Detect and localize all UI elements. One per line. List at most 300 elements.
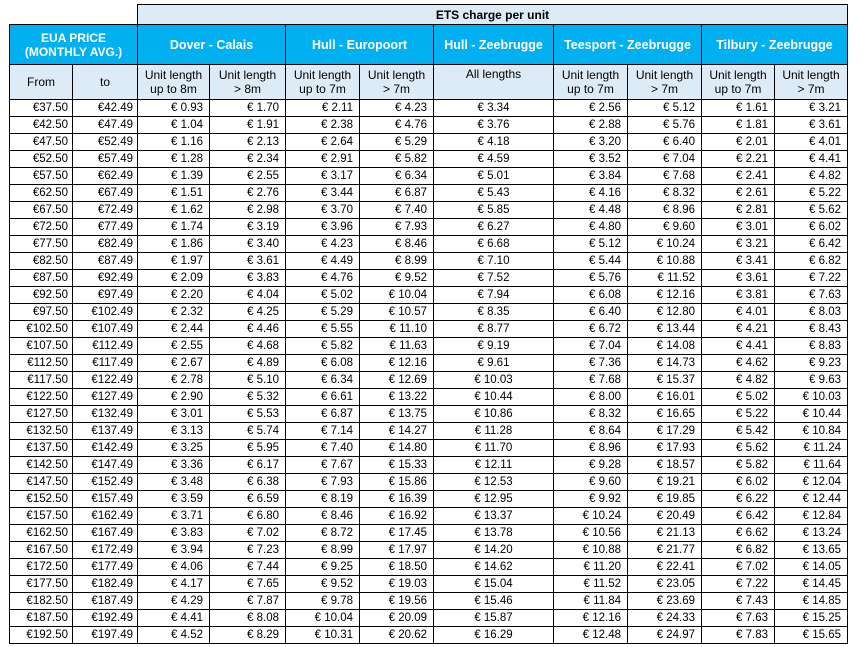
cell-tz-short: € 10.88	[554, 542, 628, 559]
cell-tz-long: € 24.33	[628, 610, 702, 627]
cell-he-short: € 6.61	[286, 389, 360, 406]
cell-he-long: € 7.93	[360, 219, 434, 236]
cell-dc-long: € 3.19	[210, 219, 286, 236]
cell-tz-short: € 10.24	[554, 508, 628, 525]
table-row	[10, 474, 848, 491]
cell-hz-all: € 15.87	[434, 610, 554, 627]
from-header: From	[10, 65, 73, 100]
cell-ti-short: € 7.02	[702, 559, 775, 576]
cell-to: €127.49	[73, 389, 138, 406]
cell-he-long: € 11.63	[360, 338, 434, 355]
cell-to: €97.49	[73, 287, 138, 304]
cell-he-short: € 10.04	[286, 610, 360, 627]
cell-he-short: € 2.38	[286, 117, 360, 134]
ti-long-line-1: Unit length	[782, 68, 840, 82]
route-teesport-zeebrugge: Teesport - Zeebrugge	[554, 25, 702, 65]
cell-ti-short: € 4.01	[702, 304, 775, 321]
dc-long-line-2: > 8m	[233, 82, 261, 96]
cell-he-long: € 12.69	[360, 372, 434, 389]
cell-hz-all: € 5.43	[434, 185, 554, 202]
cell-tz-long: € 24.97	[628, 627, 702, 644]
tz-short-line-1: Unit length	[561, 68, 620, 82]
cell-to: €172.49	[73, 542, 138, 559]
cell-dc-short: € 1.62	[138, 202, 210, 219]
table-row	[10, 287, 848, 304]
cell-to: €187.49	[73, 593, 138, 610]
cell-dc-long: € 8.29	[210, 627, 286, 644]
cell-ti-long: € 13.65	[775, 542, 848, 559]
cell-dc-short: € 4.17	[138, 576, 210, 593]
cell-from: €152.50	[10, 491, 73, 508]
cell-dc-short: € 4.29	[138, 593, 210, 610]
cell-to: €47.49	[73, 117, 138, 134]
cell-hz-all: € 12.11	[434, 457, 554, 474]
cell-hz-all: € 16.29	[434, 627, 554, 644]
cell-dc-long: € 4.89	[210, 355, 286, 372]
cell-tz-long: € 5.12	[628, 100, 702, 117]
cell-dc-long: € 4.04	[210, 287, 286, 304]
cell-dc-long: € 3.61	[210, 253, 286, 270]
ti-short-line-1: Unit length	[709, 68, 767, 82]
ti-long-line-2: > 7m	[797, 82, 825, 96]
cell-hz-all: € 11.28	[434, 423, 554, 440]
cell-ti-short: € 3.21	[702, 236, 775, 253]
cell-ti-short: € 5.22	[702, 406, 775, 423]
dc-long-line-1: Unit length	[218, 68, 277, 82]
cell-hz-all: € 13.37	[434, 508, 554, 525]
cell-dc-short: € 2.78	[138, 372, 210, 389]
cell-tz-long: € 17.93	[628, 440, 702, 457]
cell-tz-short: € 4.80	[554, 219, 628, 236]
cell-from: €62.50	[10, 185, 73, 202]
cell-dc-short: € 3.83	[138, 525, 210, 542]
cell-he-short: € 6.87	[286, 406, 360, 423]
cell-ti-long: € 7.22	[775, 270, 848, 287]
cell-he-short: € 4.76	[286, 270, 360, 287]
cell-dc-short: € 4.41	[138, 610, 210, 627]
cell-he-long: € 14.27	[360, 423, 434, 440]
dc-short-line-1: Unit length	[144, 68, 203, 82]
cell-to: €52.49	[73, 134, 138, 151]
cell-from: €72.50	[10, 219, 73, 236]
cell-dc-short: € 2.32	[138, 304, 210, 321]
cell-dc-short: € 3.71	[138, 508, 210, 525]
cell-ti-short: € 5.02	[702, 389, 775, 406]
cell-from: €187.50	[10, 610, 73, 627]
cell-to: €87.49	[73, 253, 138, 270]
cell-dc-long: € 4.68	[210, 338, 286, 355]
cell-he-short: € 10.31	[286, 627, 360, 644]
cell-dc-long: € 5.10	[210, 372, 286, 389]
table-row	[10, 525, 848, 542]
cell-he-short: € 7.40	[286, 440, 360, 457]
cell-tz-long: € 5.76	[628, 117, 702, 134]
cell-dc-short: € 4.06	[138, 559, 210, 576]
tz-long-line-1: Unit length	[635, 68, 694, 82]
cell-to: €42.49	[73, 100, 138, 117]
tz-short-header	[554, 65, 628, 100]
table-row	[10, 576, 848, 593]
cell-from: €157.50	[10, 508, 73, 525]
table-row	[10, 627, 848, 644]
cell-tz-long: € 10.88	[628, 253, 702, 270]
cell-tz-long: € 15.37	[628, 372, 702, 389]
cell-ti-long: € 15.65	[775, 627, 848, 644]
cell-dc-short: € 1.16	[138, 134, 210, 151]
cell-tz-short: € 11.84	[554, 593, 628, 610]
cell-ti-long: € 15.25	[775, 610, 848, 627]
cell-tz-short: € 6.08	[554, 287, 628, 304]
cell-ti-short: € 5.82	[702, 457, 775, 474]
dc-long-header	[210, 65, 286, 100]
cell-hz-all: € 8.35	[434, 304, 554, 321]
cell-from: €127.50	[10, 406, 73, 423]
cell-tz-short: € 4.16	[554, 185, 628, 202]
cell-hz-all: € 15.46	[434, 593, 554, 610]
cell-hz-all: € 7.10	[434, 253, 554, 270]
cell-ti-short: € 7.22	[702, 576, 775, 593]
cell-he-long: € 17.45	[360, 525, 434, 542]
table-row	[10, 440, 848, 457]
cell-dc-long: € 6.38	[210, 474, 286, 491]
cell-dc-short: € 3.25	[138, 440, 210, 457]
cell-from: €177.50	[10, 576, 73, 593]
route-dover-calais: Dover - Calais	[138, 25, 286, 65]
cell-ti-long: € 13.24	[775, 525, 848, 542]
cell-tz-long: € 16.01	[628, 389, 702, 406]
cell-tz-long: € 16.65	[628, 406, 702, 423]
table-row	[10, 338, 848, 355]
cell-ti-long: € 14.45	[775, 576, 848, 593]
cell-hz-all: € 14.20	[434, 542, 554, 559]
cell-he-short: € 3.96	[286, 219, 360, 236]
table-row	[10, 372, 848, 389]
cell-hz-all: € 12.53	[434, 474, 554, 491]
table-row	[10, 559, 848, 576]
cell-he-short: € 4.49	[286, 253, 360, 270]
cell-ti-long: € 4.01	[775, 134, 848, 151]
cell-to: €197.49	[73, 627, 138, 644]
cell-from: €162.50	[10, 525, 73, 542]
cell-dc-long: € 5.95	[210, 440, 286, 457]
cell-he-long: € 15.33	[360, 457, 434, 474]
cell-ti-long: € 11.24	[775, 440, 848, 457]
cell-from: €102.50	[10, 321, 73, 338]
cell-ti-short: € 5.42	[702, 423, 775, 440]
cell-hz-all: € 7.94	[434, 287, 554, 304]
cell-ti-long: € 12.44	[775, 491, 848, 508]
cell-dc-short: € 4.52	[138, 627, 210, 644]
cell-he-short: € 5.82	[286, 338, 360, 355]
cell-he-long: € 18.50	[360, 559, 434, 576]
cell-dc-short: € 1.04	[138, 117, 210, 134]
cell-ti-short: € 4.62	[702, 355, 775, 372]
cell-he-short: € 5.02	[286, 287, 360, 304]
cell-dc-short: € 2.55	[138, 338, 210, 355]
cell-to: €137.49	[73, 423, 138, 440]
cell-dc-short: € 2.67	[138, 355, 210, 372]
cell-he-short: € 9.78	[286, 593, 360, 610]
table-row	[10, 236, 848, 253]
he-long-header	[360, 65, 434, 100]
cell-to: €177.49	[73, 559, 138, 576]
cell-he-long: € 12.16	[360, 355, 434, 372]
cell-ti-short: € 6.62	[702, 525, 775, 542]
cell-hz-all: € 8.77	[434, 321, 554, 338]
cell-from: €112.50	[10, 355, 73, 372]
cell-dc-short: € 1.51	[138, 185, 210, 202]
cell-ti-long: € 6.82	[775, 253, 848, 270]
cell-hz-all: € 10.86	[434, 406, 554, 423]
cell-ti-short: € 2.81	[702, 202, 775, 219]
cell-to: €107.49	[73, 321, 138, 338]
cell-he-short: € 3.17	[286, 168, 360, 185]
cell-tz-short: € 5.76	[554, 270, 628, 287]
cell-he-long: € 10.04	[360, 287, 434, 304]
cell-tz-short: € 9.60	[554, 474, 628, 491]
cell-ti-long: € 8.83	[775, 338, 848, 355]
cell-dc-short: € 2.44	[138, 321, 210, 338]
cell-to: €182.49	[73, 576, 138, 593]
cell-dc-short: € 1.97	[138, 253, 210, 270]
table-row	[10, 168, 848, 185]
cell-tz-long: € 11.52	[628, 270, 702, 287]
cell-dc-short: € 3.59	[138, 491, 210, 508]
cell-from: €87.50	[10, 270, 73, 287]
cell-tz-short: € 2.56	[554, 100, 628, 117]
cell-from: €107.50	[10, 338, 73, 355]
cell-he-short: € 5.29	[286, 304, 360, 321]
cell-dc-short: € 1.74	[138, 219, 210, 236]
cell-from: €167.50	[10, 542, 73, 559]
cell-ti-long: € 6.02	[775, 219, 848, 236]
cell-from: €132.50	[10, 423, 73, 440]
cell-tz-short: € 7.04	[554, 338, 628, 355]
ti-long-header	[775, 65, 848, 100]
cell-dc-long: € 5.32	[210, 389, 286, 406]
ti-short-line-2: up to 7m	[714, 82, 762, 96]
cell-to: €142.49	[73, 440, 138, 457]
cell-ti-long: € 14.05	[775, 559, 848, 576]
cell-tz-long: € 6.40	[628, 134, 702, 151]
cell-to: €167.49	[73, 525, 138, 542]
cell-tz-short: € 3.84	[554, 168, 628, 185]
cell-ti-short: € 7.43	[702, 593, 775, 610]
cell-from: €52.50	[10, 151, 73, 168]
cell-to: €72.49	[73, 202, 138, 219]
cell-tz-short: € 12.16	[554, 610, 628, 627]
cell-to: €122.49	[73, 372, 138, 389]
cell-dc-long: € 5.53	[210, 406, 286, 423]
cell-to: €112.49	[73, 338, 138, 355]
cell-from: €122.50	[10, 389, 73, 406]
cell-ti-short: € 2.41	[702, 168, 775, 185]
cell-he-short: € 8.46	[286, 508, 360, 525]
cell-hz-all: € 15.04	[434, 576, 554, 593]
cell-tz-short: € 6.72	[554, 321, 628, 338]
cell-ti-short: € 4.82	[702, 372, 775, 389]
cell-ti-long: € 4.41	[775, 151, 848, 168]
cell-he-long: € 19.56	[360, 593, 434, 610]
table-row	[10, 134, 848, 151]
cell-ti-long: € 14.85	[775, 593, 848, 610]
cell-dc-long: € 2.55	[210, 168, 286, 185]
cell-to: €67.49	[73, 185, 138, 202]
cell-tz-long: € 8.96	[628, 202, 702, 219]
table-row	[10, 389, 848, 406]
cell-hz-all: € 5.85	[434, 202, 554, 219]
table-row	[10, 423, 848, 440]
cell-he-long: € 9.52	[360, 270, 434, 287]
cell-he-long: € 6.87	[360, 185, 434, 202]
cell-ti-short: € 3.81	[702, 287, 775, 304]
cell-tz-long: € 10.24	[628, 236, 702, 253]
eua-price-header	[10, 25, 138, 65]
cell-dc-short: € 1.39	[138, 168, 210, 185]
cell-dc-short: € 3.36	[138, 457, 210, 474]
cell-to: €192.49	[73, 610, 138, 627]
cell-tz-long: € 7.68	[628, 168, 702, 185]
he-short-line-2: up to 7m	[299, 82, 346, 96]
cell-ti-long: € 7.63	[775, 287, 848, 304]
route-hull-zeebrugge: Hull - Zeebrugge	[434, 25, 554, 65]
cell-dc-short: € 1.28	[138, 151, 210, 168]
cell-hz-all: € 10.44	[434, 389, 554, 406]
table-row	[10, 355, 848, 372]
cell-to: €157.49	[73, 491, 138, 508]
cell-tz-long: € 22.41	[628, 559, 702, 576]
cell-tz-long: € 12.80	[628, 304, 702, 321]
cell-ti-short: € 2.61	[702, 185, 775, 202]
table-row	[10, 219, 848, 236]
cell-from: €147.50	[10, 474, 73, 491]
cell-he-long: € 20.09	[360, 610, 434, 627]
cell-ti-long: € 10.44	[775, 406, 848, 423]
cell-to: €62.49	[73, 168, 138, 185]
cell-he-long: € 20.62	[360, 627, 434, 644]
cell-he-short: € 8.99	[286, 542, 360, 559]
cell-dc-long: € 2.13	[210, 134, 286, 151]
cell-from: €67.50	[10, 202, 73, 219]
table-row	[10, 610, 848, 627]
cell-he-long: € 7.40	[360, 202, 434, 219]
ets-charge-table	[9, 4, 848, 644]
cell-dc-long: € 4.46	[210, 321, 286, 338]
cell-ti-short: € 7.83	[702, 627, 775, 644]
cell-dc-short: € 3.48	[138, 474, 210, 491]
cell-ti-short: € 1.61	[702, 100, 775, 117]
cell-tz-long: € 12.16	[628, 287, 702, 304]
cell-tz-short: € 4.48	[554, 202, 628, 219]
cell-ti-short: € 6.42	[702, 508, 775, 525]
cell-from: €77.50	[10, 236, 73, 253]
cell-ti-short: € 2.01	[702, 134, 775, 151]
table-row	[10, 185, 848, 202]
cell-tz-short: € 8.32	[554, 406, 628, 423]
cell-hz-all: € 7.52	[434, 270, 554, 287]
cell-tz-long: € 14.08	[628, 338, 702, 355]
cell-he-long: € 16.92	[360, 508, 434, 525]
table-row	[10, 491, 848, 508]
cell-he-long: € 4.23	[360, 100, 434, 117]
cell-hz-all: € 4.59	[434, 151, 554, 168]
cell-from: €117.50	[10, 372, 73, 389]
route-hull-europoort: Hull - Europoort	[286, 25, 434, 65]
cell-ti-short: € 2.21	[702, 151, 775, 168]
cell-he-short: € 6.08	[286, 355, 360, 372]
cell-hz-all: € 9.19	[434, 338, 554, 355]
cell-to: €162.49	[73, 508, 138, 525]
cell-tz-long: € 23.05	[628, 576, 702, 593]
table-row	[10, 508, 848, 525]
cell-ti-short: € 4.41	[702, 338, 775, 355]
cell-dc-long: € 5.74	[210, 423, 286, 440]
cell-ti-long: € 11.64	[775, 457, 848, 474]
table-row	[10, 542, 848, 559]
cell-he-short: € 4.23	[286, 236, 360, 253]
cell-he-long: € 19.03	[360, 576, 434, 593]
cell-he-short: € 7.93	[286, 474, 360, 491]
cell-dc-long: € 2.34	[210, 151, 286, 168]
cell-from: €57.50	[10, 168, 73, 185]
dc-short-header	[138, 65, 210, 100]
cell-ti-long: € 9.23	[775, 355, 848, 372]
tz-long-line-2: > 7m	[650, 82, 678, 96]
cell-ti-long: € 12.84	[775, 508, 848, 525]
hz-all-header: All lengths	[434, 65, 554, 100]
cell-tz-long: € 21.77	[628, 542, 702, 559]
cell-tz-long: € 7.04	[628, 151, 702, 168]
cell-ti-short: € 7.63	[702, 610, 775, 627]
cell-tz-short: € 9.28	[554, 457, 628, 474]
cell-ti-long: € 8.43	[775, 321, 848, 338]
table-row	[10, 100, 848, 117]
cell-dc-short: € 2.09	[138, 270, 210, 287]
cell-dc-long: € 4.25	[210, 304, 286, 321]
ets-title: ETS charge per unit	[138, 5, 848, 25]
cell-tz-short: € 11.52	[554, 576, 628, 593]
cell-ti-short: € 6.82	[702, 542, 775, 559]
cell-hz-all: € 3.76	[434, 117, 554, 134]
cell-ti-long: € 4.82	[775, 168, 848, 185]
cell-hz-all: € 13.78	[434, 525, 554, 542]
cell-from: €37.50	[10, 100, 73, 117]
cell-he-short: € 8.19	[286, 491, 360, 508]
cell-tz-long: € 19.21	[628, 474, 702, 491]
tz-short-line-2: up to 7m	[567, 82, 614, 96]
table-row	[10, 304, 848, 321]
he-short-line-1: Unit length	[293, 68, 352, 82]
table-row	[10, 457, 848, 474]
cell-tz-short: € 5.44	[554, 253, 628, 270]
cell-dc-long: € 3.40	[210, 236, 286, 253]
cell-tz-short: € 2.88	[554, 117, 628, 134]
cell-ti-short: € 3.61	[702, 270, 775, 287]
route-tilbury-zeebrugge: Tilbury - Zeebrugge	[702, 25, 848, 65]
cell-to: €77.49	[73, 219, 138, 236]
table-row	[10, 406, 848, 423]
cell-to: €132.49	[73, 406, 138, 423]
cell-hz-all: € 4.18	[434, 134, 554, 151]
cell-he-short: € 2.64	[286, 134, 360, 151]
cell-from: €172.50	[10, 559, 73, 576]
cell-dc-long: € 2.76	[210, 185, 286, 202]
cell-tz-short: € 9.92	[554, 491, 628, 508]
cell-he-short: € 3.70	[286, 202, 360, 219]
cell-he-short: € 6.34	[286, 372, 360, 389]
cell-tz-short: € 7.36	[554, 355, 628, 372]
cell-he-long: € 4.76	[360, 117, 434, 134]
